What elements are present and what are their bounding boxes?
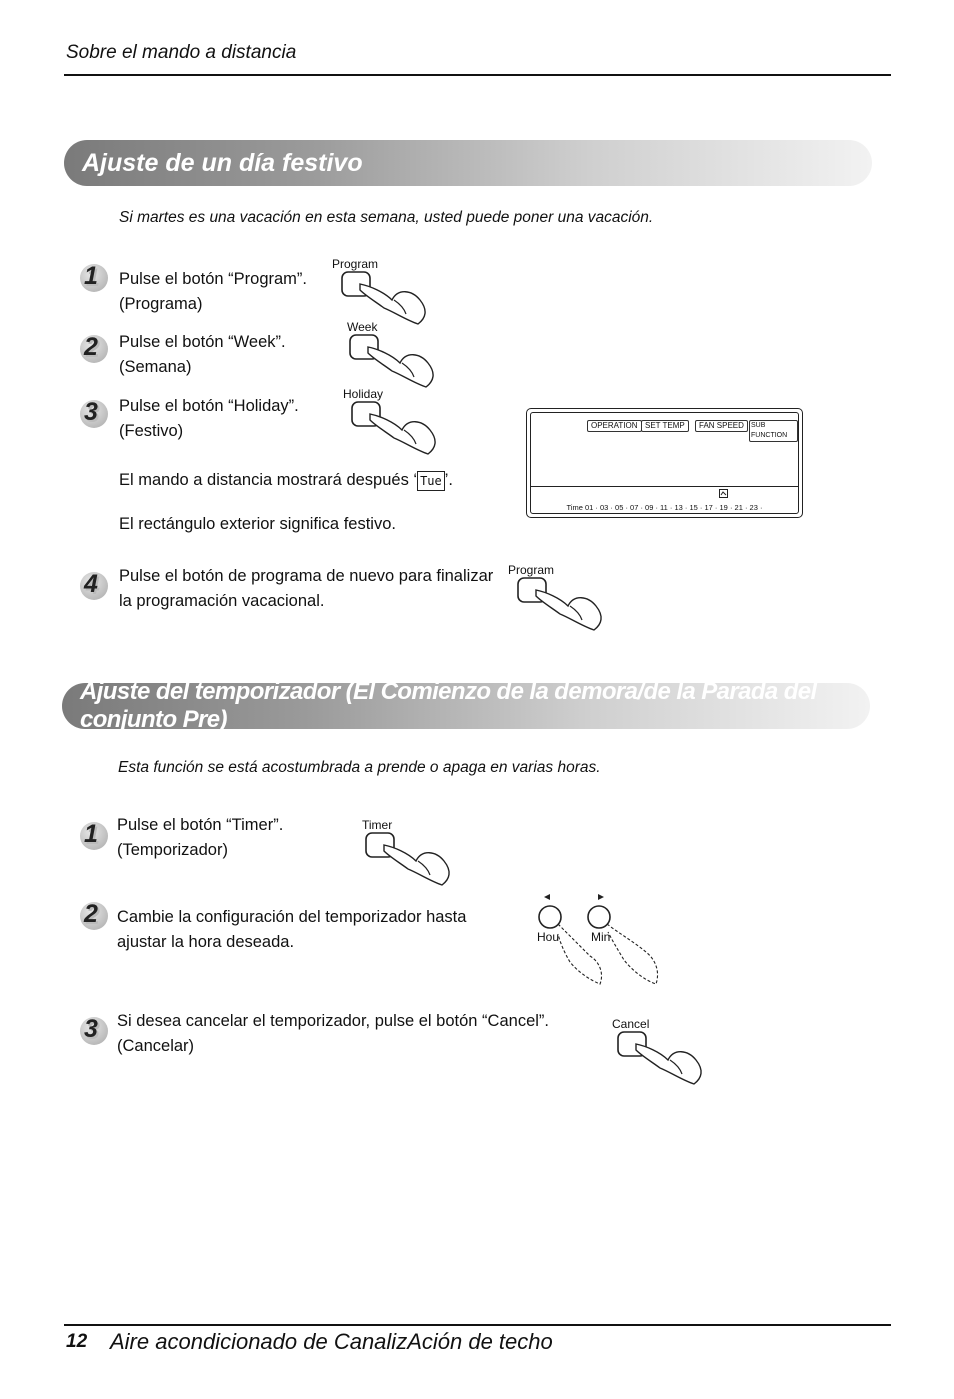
- step-line: Pulse el botón “Timer”.: [117, 816, 284, 834]
- lcd-inner-frame: [530, 412, 799, 514]
- timer-section-title: Ajuste del temporizador (El Comienzo de la demora/de la Parada del conjunto Pre): [80, 678, 817, 733]
- step-line: (Temporizador): [117, 840, 228, 859]
- step-number: 3: [84, 398, 98, 426]
- step-line: (Programa): [119, 294, 203, 313]
- minute-button-label: Min: [591, 930, 611, 944]
- display-note-text: ’.: [444, 471, 454, 489]
- timer-intro: Esta función se está acostumbrada a prende o apaga en varias horas.: [118, 759, 601, 776]
- step-number: 1: [84, 820, 98, 848]
- step-line: Si desea cancelar el temporizador, pulse el botón “Cancel”.: [117, 1012, 549, 1030]
- program-button-label: Program: [508, 563, 555, 577]
- holiday-button-label: Holiday: [343, 387, 384, 401]
- step-number: 2: [84, 333, 98, 361]
- step-number: 4: [84, 570, 98, 598]
- step-text: [119, 564, 493, 613]
- holiday-intro: Si martes es una vacación en esta semana, usted puede poner una vacación.: [119, 209, 654, 226]
- remote-lcd-display: [526, 408, 803, 518]
- holiday-section-title: Ajuste de un día festivo: [82, 148, 363, 177]
- step-number: 1: [84, 262, 98, 290]
- step-line: (Semana): [119, 357, 192, 376]
- step-text: [119, 267, 307, 316]
- lcd-calendar-icon: [719, 489, 728, 498]
- lcd-divider: [531, 486, 798, 487]
- step-line: Pulse el botón “Program”.: [119, 270, 308, 288]
- cancel-button-label: Cancel: [612, 1017, 650, 1031]
- step-number: 2: [84, 900, 98, 928]
- display-note-text: El mando a distancia mostrará después ‘: [119, 471, 418, 489]
- program-button-label: Program: [332, 257, 379, 271]
- step-line: la programación vacacional.: [119, 591, 325, 610]
- holiday-section-banner: [64, 140, 872, 186]
- step-line: (Cancelar): [117, 1036, 195, 1055]
- step-line: Pulse el botón “Week”.: [119, 333, 286, 351]
- program-button-press-icon: [516, 576, 611, 634]
- cancel-button-press-icon: [616, 1030, 711, 1088]
- section-header: Sobre el mando a distancia: [66, 42, 297, 63]
- lcd-time-row: Time 01 · 03 · 05 · 07 · 09 · 11 · 13 · 15 · 17 · 19 · 21 · 23 ·: [566, 503, 763, 512]
- week-button-label: Week: [347, 320, 378, 334]
- holiday-button-press-icon: [350, 400, 445, 458]
- step-line: Pulse el botón “Holiday”.: [119, 397, 299, 415]
- timer-button-label: Timer: [362, 818, 393, 832]
- timer-button-press-icon: [364, 831, 459, 889]
- lcd-set-temp-chip: SET TEMP: [641, 420, 689, 432]
- timer-section-banner: [62, 678, 870, 733]
- step-line: (Festivo): [119, 421, 184, 440]
- step-text: [117, 1009, 549, 1058]
- rectangle-note: El rectángulo exterior significa festivo.: [119, 515, 396, 533]
- hour-button-label: Hou: [537, 930, 560, 944]
- step-line: ajustar la hora deseada.: [117, 932, 295, 951]
- step-number: 3: [84, 1015, 98, 1043]
- week-button-press-icon: [348, 333, 443, 391]
- tue-holiday-symbol: Tue: [417, 471, 445, 491]
- step-line: Pulse el botón de programa de nuevo para finalizar: [119, 567, 494, 585]
- footer-title: Aire acondicionado de CanalizAción de techo: [110, 1329, 553, 1354]
- footer-rule: [64, 1324, 891, 1326]
- step-text: [119, 394, 299, 443]
- display-note: [119, 468, 453, 493]
- header-rule: [64, 74, 891, 76]
- step-text: [119, 330, 286, 379]
- step-text: [117, 813, 283, 862]
- page-number: 12: [66, 1331, 88, 1352]
- lcd-operation-chip: OPERATION: [587, 420, 642, 432]
- lcd-sub-function-chip: SUB FUNCTION: [749, 420, 798, 442]
- lcd-fan-speed-chip: FAN SPEED: [695, 420, 748, 432]
- step-text: [117, 905, 466, 954]
- step-line: Cambie la configuración del temporizador hasta: [117, 908, 467, 926]
